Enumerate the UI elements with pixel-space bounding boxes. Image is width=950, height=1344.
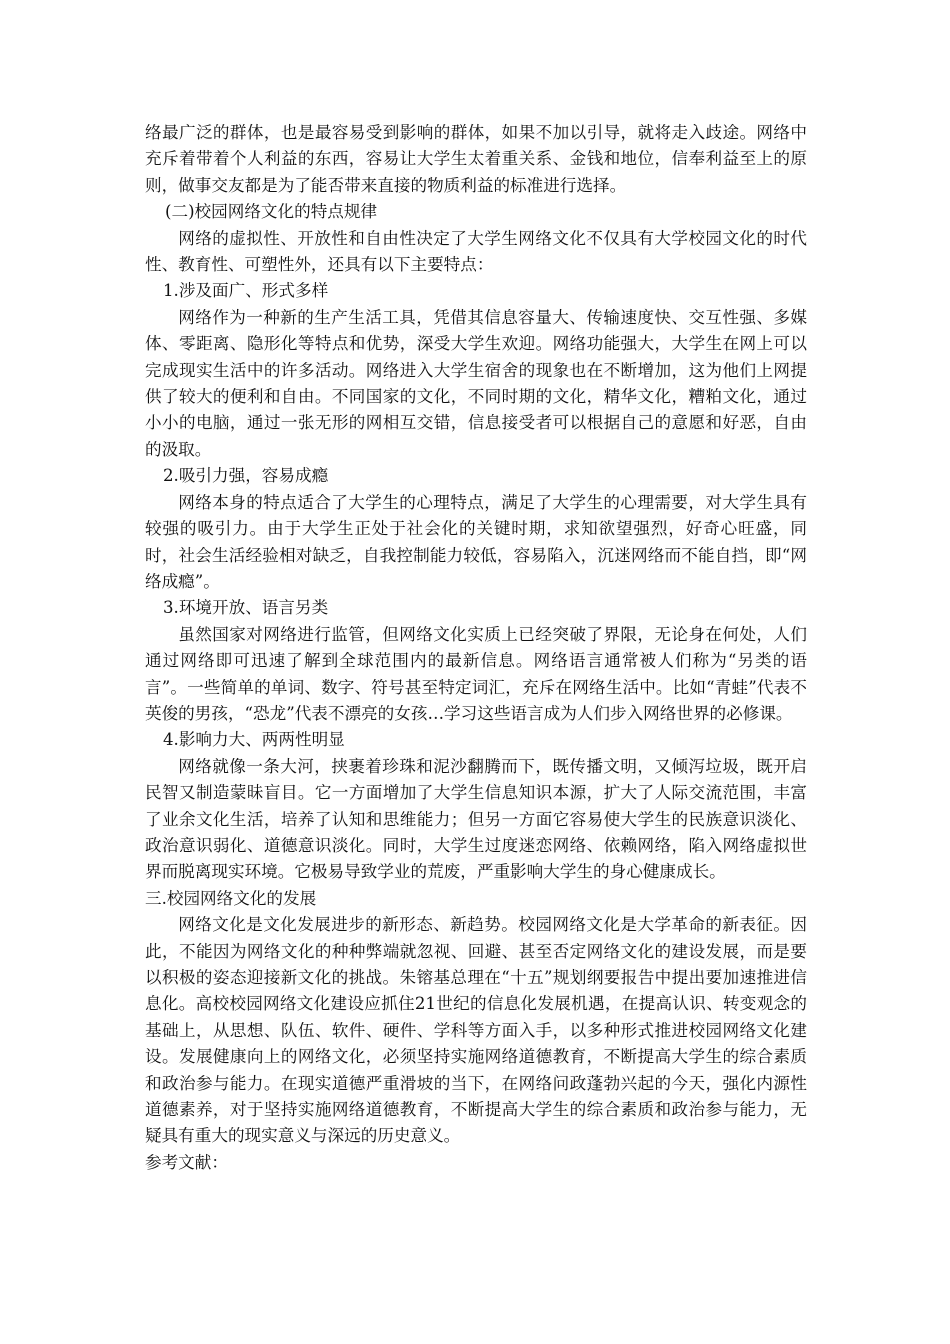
section-heading-development: 三.校园网络文化的发展 <box>145 888 317 908</box>
section-heading-characteristics: (二)校园网络文化的特点规律 <box>165 202 378 222</box>
item-heading-3: 3.环境开放、语言另类 <box>163 598 329 618</box>
paragraph-intro-characteristics: 网络的虚拟性、开放性和自由性决定了大学生网络文化不仅具有大学校园文化的时代性、教育性、可塑性外，还具有以下主要特点： <box>145 228 807 275</box>
item-heading-1: 1.涉及面广、形式多样 <box>163 281 329 301</box>
item-heading-4: 4.影响力大、两两性明显 <box>163 730 345 750</box>
item-heading-2: 2.吸引力强，容易成瘾 <box>163 466 329 486</box>
paragraph-item-4: 网络就像一条大河，挟裹着珍珠和泥沙翻腾而下，既传播文明，又倾泻垃圾，既开启民智又制造蒙昧盲目。它一方面增加了大学生信息知识本源，扩大了人际交流范围，丰富了业余文化生活，培养了认知和思维能力；但另一方面它容易使大学生的民族意识淡化、政治意识弱化、道德意识淡化。同时，大学生过度迷恋网络、依赖网络，陷入网络虚拟世界而脱离现实环境。它极易导致学业的荒废，严重影响大学生的身心健康成长。 <box>145 756 807 882</box>
paragraph-item-3: 虽然国家对网络进行监管，但网络文化实质上已经突破了界限，无论身在何处，人们通过网络即可迅速了解到全球范围内的最新信息。网络语言通常被人们称为“另类的语言”。一些简单的单词、数字、符号甚至特定词汇，充斥在网络生活中。比如“青蛙”代表不英俊的男孩，“恐龙”代表不漂亮的女孩…学习这些语言成为人们步入网络世界的必修课。 <box>145 624 807 723</box>
paragraph-item-1: 网络作为一种新的生产生活工具，凭借其信息容量大、传输速度快、交互性强、多媒体、零距离、隐形化等特点和优势，深受大学生欢迎。网络功能强大，大学生在网上可以完成现实生活中的许多活动。网络进入大学生宿舍的现象也在不断增加，这为他们上网提供了较大的便利和自由。不同国家的文化，不同时期的文化，精华文化，糟粕文化，通过小小的电脑，通过一张无形的网相互交错，信息接受者可以根据自己的意愿和好恶，自由的汲取。 <box>145 307 807 459</box>
references-heading: 参考文献： <box>145 1152 228 1172</box>
document-page <box>145 120 807 1176</box>
paragraph-development: 网络文化是文化发展进步的新形态、新趋势。校园网络文化是大学革命的新表征。因此，不能因为网络文化的种种弊端就忽视、回避、甚至否定网络文化的建设发展，而是要以积极的姿态迎接新文化的挑战。朱镕基总理在“十五”规划纲要报告中提出要加速推进信息化。高校校园网络文化建设应抓住21世纪的信息化发展机遇，在提高认识、转变观念的基础上，从思想、队伍、软件、硬件、学科等方面入手，以多种形式推进校园网络文化建设。发展健康向上的网络文化，必须坚持实施网络道德教育，不断提高大学生的综合素质和政治参与能力。在现实道德严重滑坡的当下，在网络问政蓬勃兴起的今天，强化内源性道德素养，对于坚持实施网络道德教育，不断提高大学生的综合素质和政治参与能力，无疑具有重大的现实意义与深远的历史意义。 <box>145 915 807 1146</box>
paragraph-continuation: 络最广泛的群体，也是最容易受到影响的群体，如果不加以引导，就将走入歧途。网络中充斥着带着个人利益的东西，容易让大学生太着重关系、金钱和地位，信奉利益至上的原则，做事交友都是为了能否带来直接的物质利益的标准进行选择。 <box>145 123 807 195</box>
paragraph-item-2: 网络本身的特点适合了大学生的心理特点，满足了大学生的心理需要，对大学生具有较强的吸引力。由于大学生正处于社会化的关键时期，求知欲望强烈，好奇心旺盛，同时，社会生活经验相对缺乏，自我控制能力较低，容易陷入，沉迷网络而不能自挡，即“网络成瘾”。 <box>145 492 807 591</box>
